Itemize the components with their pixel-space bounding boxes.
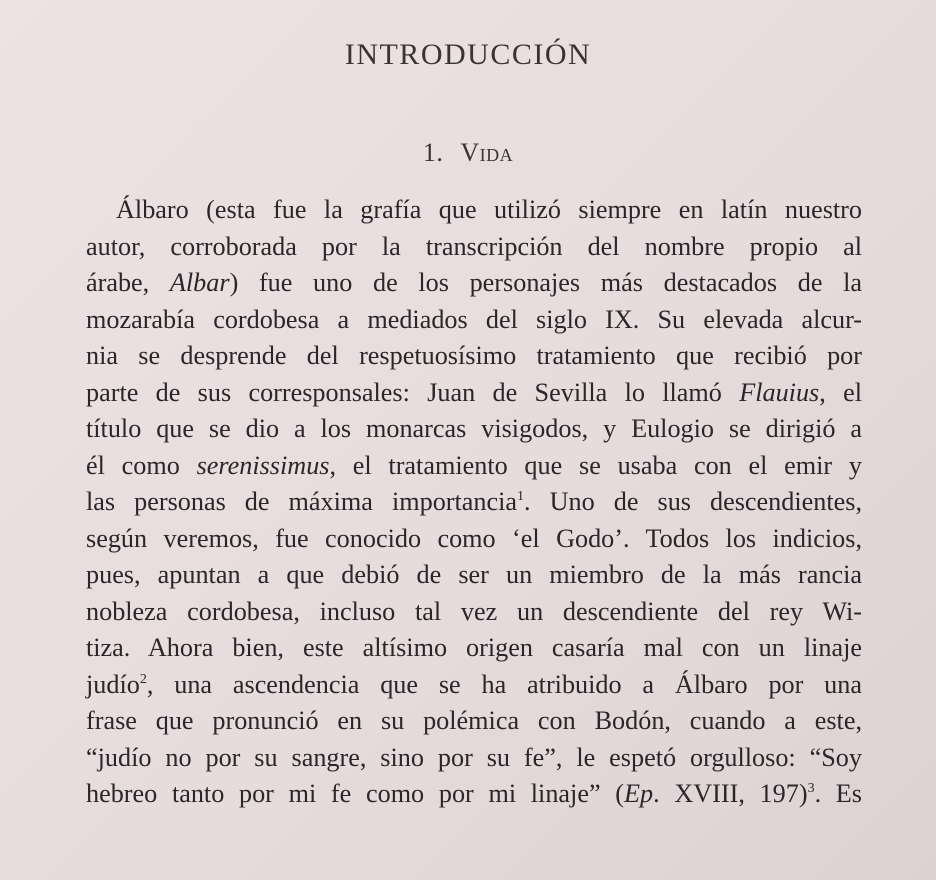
text-line: título que se dio a los monarcas visigodos, y Eulogio se dirigió a <box>86 414 862 443</box>
footnote-marker: 3 <box>807 781 815 796</box>
text-line: árabe, Albar) fue uno de los personajes más destacados de la <box>86 268 863 297</box>
text-line: nia se desprende del respetuosísimo tratamiento que recibió por <box>86 341 862 370</box>
text-line: él como serenissimus, el tratamiento que se usaba con el emir y <box>86 450 862 480</box>
text-line: parte de sus corresponsales: Juan de Sevilla lo llamó Flauius, el <box>86 377 863 407</box>
text-line: hebreo tanto por mi fe como por mi linaje” (Ep. XVIII, 197)$^3$. Es <box>86 779 862 808</box>
section-number: 1. <box>422 138 444 167</box>
body-paragraph <box>86 192 862 813</box>
text-line: frase que pronunció en su polémica con Bodón, cuando a este, <box>86 706 862 735</box>
text-line: pues, apuntan a que debió de ser un miembro de la más rancia <box>86 560 862 589</box>
footnote-marker: 1 <box>517 489 525 504</box>
text-line: judío$^2$, una ascendencia que se ha atribuido a Álbaro por una <box>86 669 862 699</box>
section-heading <box>0 138 936 168</box>
chapter-heading: INTRODUCCIÓN <box>344 38 592 71</box>
text-line: nobleza cordobesa, incluso tal vez un descendiente del rey Wi- <box>86 596 862 626</box>
text-line: según veremos, fue conocido como ‘el Godo’. Todos los indicios, <box>86 523 862 553</box>
text-line: las personas de máxima importancia$^1$. Uno de sus descendientes, <box>86 487 862 516</box>
footnote-marker: 2 <box>139 671 147 687</box>
text-line: “judío no por su sangre, sino por su fe”, le espetó orgulloso: “Soy <box>86 742 862 772</box>
section-title: Vida <box>460 138 514 167</box>
text-line: mozarabía cordobesa a mediados del siglo IX. Su elevada alcur- <box>86 304 862 334</box>
text-line: tiza. Ahora bien, este altísimo origen casaría mal con un linaje <box>86 633 862 662</box>
text-line: Álbaro (esta fue la grafía que utilizó siempre en latín nuestro <box>116 195 862 224</box>
text-line: autor, corroborada por la transcripción del nombre propio al <box>86 231 862 261</box>
